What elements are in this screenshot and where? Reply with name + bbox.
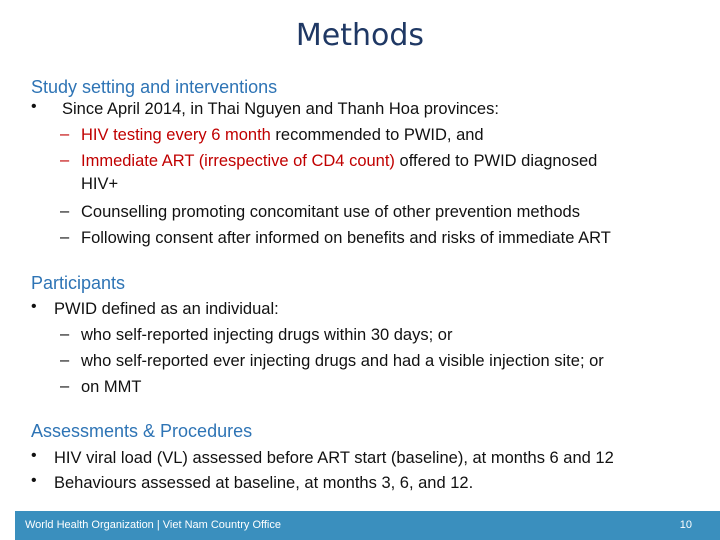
study-sub2-highlight: Immediate ART (irrespective of CD4 count): [81, 152, 395, 170]
bullet-marker: •: [31, 298, 37, 315]
participants-bullet-text: PWID defined as an individual:: [54, 300, 279, 318]
page-number: 10: [679, 519, 692, 531]
study-sub2-rest: offered to PWID diagnosed: [394, 152, 598, 170]
dash-marker: –: [60, 228, 70, 246]
section-heading-assessments: Assessments & Procedures: [31, 421, 253, 441]
dash-marker: –: [60, 125, 70, 143]
dash-marker: –: [60, 151, 70, 169]
dash-marker: –: [60, 325, 70, 343]
assessments-bullet-1: HIV viral load (VL) assessed before ART start (baseline), at months 6 and 12: [54, 449, 614, 467]
dash-marker: –: [60, 377, 70, 395]
participants-sub-item-2: who self-reported ever injecting drugs and had a visible injection site; or: [81, 352, 604, 370]
footer-org: World Health Organization | Viet Nam Country Office: [25, 519, 281, 531]
study-sub-item-4: Following consent after informed on benefits and risks of immediate ART: [81, 229, 611, 247]
study-sub-item-1: [81, 125, 484, 145]
section-heading-participants: Participants: [31, 273, 126, 293]
participants-sub-item-1: who self-reported injecting drugs within 30 days; or: [81, 326, 453, 344]
participants-sub-item-3: on MMT: [81, 378, 142, 396]
assessments-bullet-2: Behaviours assessed at baseline, at months 3, 6, and 12.: [54, 474, 474, 492]
dash-marker: –: [60, 202, 70, 220]
bullet-marker: •: [31, 98, 37, 115]
bullet-marker: •: [31, 447, 37, 464]
study-sub-item-3: Counselling promoting concomitant use of other prevention methods: [81, 203, 580, 221]
dash-marker: –: [60, 351, 70, 369]
study-sub-item-2: [81, 151, 597, 171]
study-sub1-highlight: HIV testing every 6 month: [81, 126, 271, 144]
study-bullet-text: Since April 2014, in Thai Nguyen and Thanh Hoa provinces:: [62, 100, 499, 118]
study-sub1-rest: recommended to PWID, and: [270, 126, 484, 144]
study-sub2-continuation: HIV+: [81, 175, 119, 193]
bullet-marker: •: [31, 472, 37, 489]
section-heading-study: Study setting and interventions: [31, 77, 278, 97]
page-title: Methods: [295, 18, 425, 53]
footer-bar: [15, 511, 720, 540]
